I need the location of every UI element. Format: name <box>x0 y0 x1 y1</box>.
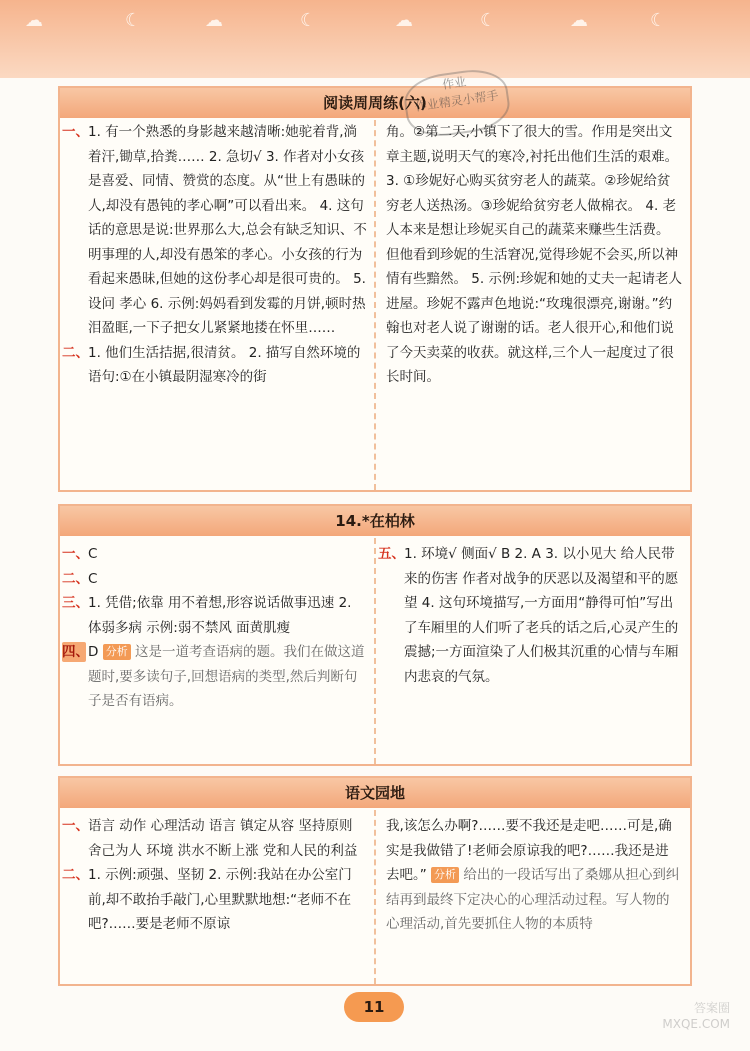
moon-icon: ☾ <box>125 10 142 31</box>
analysis-text: 给出的一段话写出了桑娜从担心到纠结再到最终下定决心的心理活动过程。写人物的心理活动,首先要抓住人物的本质特 <box>386 867 680 932</box>
right-column <box>376 120 690 490</box>
right-column <box>376 814 690 984</box>
answer-text: 1. 环境√ 侧面√ B 2. A 3. 以小见大 给人民带来的伤害 作者对战争的厌恶以及渴望和平的愿望 4. 这句环境描写,一方面用“静得可怕”写出了车厢里的人们听了老兵的话之后,心灵产生的震撼;一方面渲染了人们极其沉重的心情与车厢内悲哀的气氛。 <box>404 546 679 685</box>
top-decor-band <box>0 0 750 78</box>
answer-text: 1. 他们生活拮据,很清贫。 2. 描写自然环境的语句:①在小镇最阴湿寒冷的街 <box>88 344 361 385</box>
question-number: 一、 <box>62 124 89 140</box>
page-number: 11 <box>344 992 404 1022</box>
answer-item <box>376 542 690 689</box>
cloud-icon: ☁ <box>205 10 223 31</box>
answer-item <box>60 814 376 863</box>
logo-url: MXQE.COM <box>662 1017 730 1031</box>
question-number: 五、 <box>378 546 405 562</box>
section-title: 14.*在柏林 <box>60 506 690 536</box>
answer-continued <box>376 120 690 390</box>
logo-title: 答案圈 <box>693 1001 730 1015</box>
answer-text: 1. 凭借;依靠 用不着想,形容说话做事迅速 2. 体弱多病 示例:弱不禁风 面黄肌瘦 <box>88 595 352 636</box>
answer-item <box>60 640 376 714</box>
answer-text: 语言 动作 心理活动 语言 镇定从容 坚持原则 舍己为人 环境 洪水不断上涨 党和人民的利益 <box>88 818 358 859</box>
answer-text: C <box>88 546 98 562</box>
answer-text: 1. 示例:顽强、坚韧 2. 示例:我站在办公室门前,却不敢抬手敲门,心里默默地想:“老师不在吧?……要是老师不原谅 <box>88 867 352 932</box>
right-column <box>376 542 690 764</box>
section-chinese-garden <box>58 776 692 986</box>
answer-item <box>60 591 376 640</box>
answer-text: D <box>88 644 99 660</box>
section-title: 语文园地 <box>60 778 690 808</box>
question-number: 一、 <box>62 546 89 562</box>
answer-item <box>60 542 376 567</box>
answer-text: C <box>88 570 98 587</box>
left-column <box>60 120 376 490</box>
cloud-icon: ☁ <box>395 10 413 31</box>
answer-text: 我,该怎么办啊?……要不我还是走吧……可是,确实是我做错了!老师会原谅我的吧?……我还是进去吧。” <box>386 818 672 883</box>
answer-item <box>60 567 376 592</box>
moon-icon: ☾ <box>650 10 667 31</box>
moon-icon: ☾ <box>480 10 497 31</box>
corner-watermark-logo <box>662 1000 730 1032</box>
section-title: 阅读周周练(六) <box>60 88 690 118</box>
cloud-icon: ☁ <box>25 10 43 31</box>
analysis-text: 这是一道考查语病的题。我们在做这道题时,要多读句子,回想语病的类型,然后判断句子是否有语病。 <box>88 644 365 709</box>
section-in-berlin <box>58 504 692 766</box>
question-number: 二、 <box>62 344 89 361</box>
section-reading-week-6 <box>58 86 692 492</box>
moon-icon: ☾ <box>300 10 317 31</box>
question-number: 一、 <box>62 818 89 834</box>
answer-text: 1. 有一个熟悉的身影越来越清晰:她驼着背,淌着汗,锄草,拾粪…… 2. 急切√ 3. 作者对小女孩是喜爱、同情、赞赏的态度。从“世上有愚昧的人,却没有愚钝的孝心啊”可以看出来。 4. 这句话的意思是说:世界那么大,总会有缺乏知识、不明事理的人,却没有愚笨的孝心。小女孩的行为看起来愚昧,但她的这份孝心却是很可贵的。 5. 设问 孝心 6. 示例:妈妈看到发霉的月饼,顿时热泪盈眶,一下子把女儿紧紧地搂在怀里…… <box>88 124 367 336</box>
stamp-subtitle: 作业精灵小帮手 <box>414 88 500 114</box>
question-number: 四、 <box>62 644 89 660</box>
answer-text: 角。②第二天,小镇下了很大的雪。作用是突出文章主题,说明天气的寒冷,衬托出他们生活的艰难。 3. ①珍妮好心购买贫穷老人的蔬菜。②珍妮给贫穷老人送热汤。③珍妮给贫穷老人做棉衣。 4. 老人本来是想让珍妮买自己的蔬菜来赚些生活费。但他看到珍妮的生活窘况,觉得珍妮不会买,所以神情有些黯然。 5. 示例:珍妮和她的丈夫一起请老人进屋。珍妮不露声色地说:“玫瑰很漂亮,谢谢。”约翰也对老人说了谢谢的话。老人很开心,和他们说了今天卖菜的收获。就这样,三个人一起度过了很长时间。 <box>386 124 683 385</box>
answer-item <box>60 120 376 341</box>
stamp-title: 作业 <box>441 74 468 92</box>
analysis-badge: 分析 <box>103 644 131 660</box>
question-number: 二、 <box>62 570 89 587</box>
analysis-badge: 分析 <box>431 867 459 883</box>
question-number: 三、 <box>62 595 89 611</box>
left-column <box>60 814 376 984</box>
left-column <box>60 542 376 764</box>
cloud-icon: ☁ <box>570 10 588 31</box>
answer-continued <box>376 814 690 937</box>
answer-item <box>60 341 376 390</box>
answer-item <box>60 863 376 937</box>
question-number: 二、 <box>62 867 89 883</box>
